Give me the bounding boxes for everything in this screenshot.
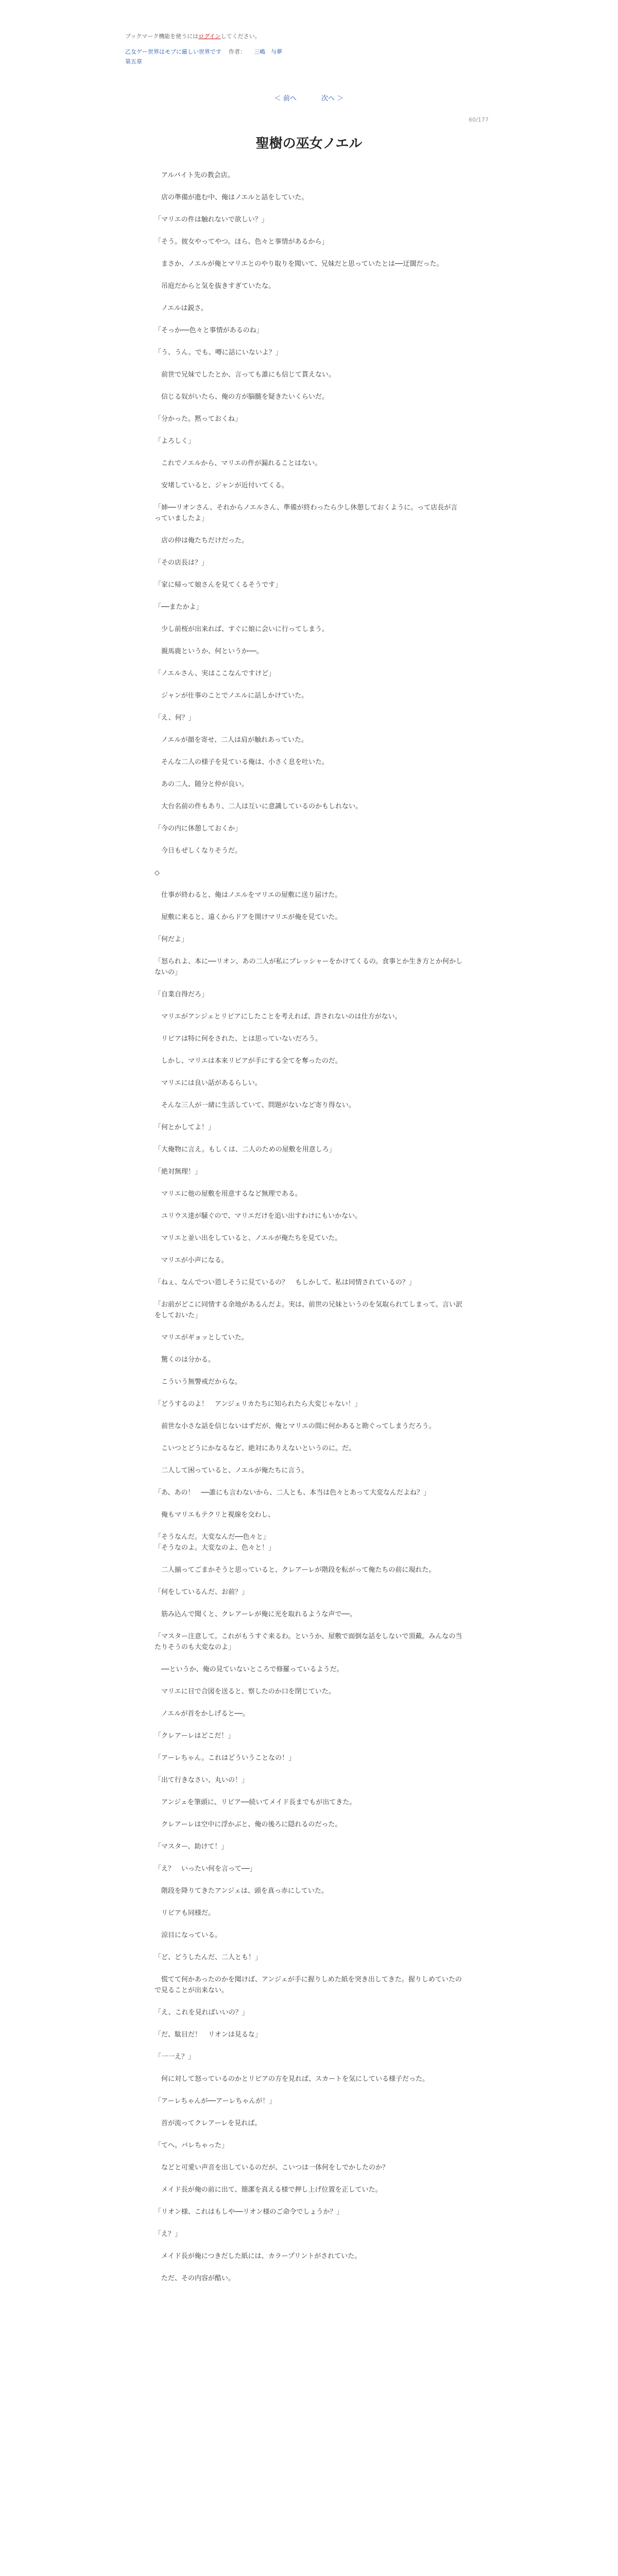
novel-paragraph: 「ねぇ、なんでつい恩しそうに見ているの？ もしかして、私は同情されているの？」 [154,1279,416,1286]
novel-paragraph: 「姉──リオンさん、それからノエルさん、準備が終わったら少し休憩しておくように。って店長が言っていましたよ」 [154,504,458,522]
novel-paragraph: 「マスター、助けて！」 [154,1843,228,1851]
novel-paragraph: 慌てて何かあったのかを聞けば、アンジェが手に握りしめた紙を突き出してきた。握りしめていたので見ることが出来ない。 [154,1976,462,1994]
novel-paragraph: アンジェを筆頭に、リビア──続いてメイド長までもが出てきた。 [154,1799,356,1806]
novel-paragraph: マリエと並い出をしていると、ノエルが俺たちを見ていた。 [154,1234,342,1242]
novel-paragraph: ユリウス達が騒ぐので、マリエだけを追い出すわけにもいかない。 [154,1212,362,1220]
novel-paragraph: ◇ [154,869,160,877]
novel-paragraph: 階段を降りてきたアンジェは、頭を真っ赤にしていた。 [154,1887,328,1895]
chapter-title: 第五章 [125,58,142,65]
novel-paragraph: 「ど、どうしたんだ、二人とも！」 [154,1954,262,1961]
notice-suffix: してください。 [220,33,261,40]
novel-paragraph: マリエがアンジェとリビアにしたことを考えれば、許されないのは仕方がない。 [154,1013,402,1021]
novel-paragraph: 「どうするのよ！ アンジェリカたちに知られたら大変じゃない！」 [154,1400,362,1408]
novel-paragraph: 「そう。彼女やってやつ。ほら、色々と事情があるから」 [154,238,329,246]
novel-paragraph: ノエルは鋭さ。 [154,304,208,312]
novel-paragraph: メイド長が俺につきだした紙には、カラープリントがされていた。 [154,2252,362,2260]
novel-paragraph: 驚くのは分かる。 [154,1356,215,1364]
novel-paragraph: 「ノエルさん、実はここなんですけど」 [154,670,276,677]
novel-paragraph: リビアは特に何をされた、とは思っていないだろう。 [154,1035,322,1043]
login-notice [125,32,282,40]
page-header [125,32,282,65]
novel-paragraph: 信じる奴がいたら、俺の方が脳髄を疑きたいくらいだ。 [154,393,329,401]
novel-paragraph: メイド長が俺の前に出て、簡潔を真える様で押し上げ位置を正していた。 [154,2186,382,2194]
novel-paragraph: 今日もぜしくなりそうだ。 [154,847,242,855]
novel-paragraph: 二人して困っていると、ノエルが俺たちに言う。 [154,1467,308,1475]
notice-prefix: ブックマーク機能を使うには [125,33,199,40]
novel-paragraph: 「あ、あの！ ──誰にも言わないから、二人とも、本当は色々とあって大変なんだよね？」 [154,1489,431,1497]
novel-paragraph: 「リオン様、これはもしや──リオン様のご命令でしょうか？」 [154,2208,344,2216]
novel-paragraph: あの二人、随分と仲が良い。 [154,781,249,788]
prev-link[interactable]: ＜ 前へ [274,95,297,103]
author-link[interactable]: 三嶋 与夢 [254,48,282,55]
novel-paragraph: 筋み込んで聞くと、クレアーレが俺に光を取れるような声で──。 [154,1611,357,1618]
novel-paragraph: 「何だよ」 [154,936,188,943]
novel-paragraph: 「てへ。バレちゃった」 [154,2142,229,2149]
novel-paragraph: 「え？ いったい何を言って──」 [154,1865,256,1873]
novel-paragraph: 「そっか──色々と事情があるのね」 [154,327,263,334]
episode-title: 聖樹の巫女ノエル [255,136,363,151]
novel-paragraph: 「アーレちゃん。これはどういうことなの！」 [154,1754,296,1762]
novel-paragraph: 「クレアーレはどこだ！」 [154,1732,235,1740]
novel-paragraph: そんな二人の様子を見ている俺は、小さく息を吐いた。 [154,758,329,766]
novel-paragraph: ジャンが仕事のことでノエルに話しかけていた。 [154,692,308,700]
novel-paragraph: アルバイト先の教会店。 [154,172,234,179]
novel-paragraph: 「大俺物に言え。もしくは、二人のための屋敷を用意しろ」 [154,1146,336,1154]
series-line [125,47,282,56]
novel-paragraph: 「マスター注意して。これがもうすぐ来るわ。というか、屋敷で面倒な話をしないで頂戴。みんなの当たりそうのも大変なのよ」 [154,1633,462,1651]
novel-paragraph: これでノエルから、マリエの件が漏れることはない。 [154,460,322,467]
novel-paragraph: こういう無警戒だからな。 [154,1378,242,1386]
novel-paragraph: 「マリエの件は触れないで欲しい？」 [154,216,268,224]
novel-paragraph: 「何をしているんだ、お前？」 [154,1588,249,1596]
novel-paragraph: 何に対して怒っているのかとリビアの方を見れば、スカートを気にしている様子だった。 [154,2075,430,2083]
novel-paragraph: 「家に帰って娘さんを見てくるそうです」 [154,581,282,589]
novel-paragraph: 屋敷に来ると、遠くからドアを開けマリエが俺を見ていた。 [154,913,342,921]
login-link[interactable]: ログイン [198,33,221,40]
novel-paragraph: ノエルが顔を寄せ、二人は肩が触れあっていた。 [154,736,308,744]
novel-paragraph: 「え、何？」 [154,714,195,722]
author-label: 作者： [229,48,246,55]
novel-paragraph: 親馬鹿というか、何というか──。 [154,648,263,655]
novel-paragraph: 吊庭だからと気を抜きすぎていたな。 [154,282,276,290]
page-number: 60/177 [469,116,489,123]
novel-paragraph: 「そうなんだ。大変なんだ──色々と」 「そうなのよ。大変なのよ、色々と！」 [154,1533,276,1552]
pager [0,93,618,103]
novel-paragraph: マリエには良い話があるらしい。 [154,1079,262,1087]
novel-paragraph: 二人揃ってごまかそうと思っていると、クレアーレが階段を転がって俺たちの前に現れた。 [154,1566,436,1574]
novel-paragraph: しかし、マリエは本来リビアが手にする全てを奪ったのだ。 [154,1057,342,1065]
novel-paragraph: 「何とかしてよ！」 [154,1124,215,1131]
novel-paragraph: 「──またかよ」 [154,603,203,611]
novel-paragraph: 仕事が終わると、俺はノエルをマリエの屋敷に送り届けた。 [154,891,342,899]
novel-paragraph: 「自業自得だろ」 [154,991,209,998]
novel-paragraph: 大台名前の件もあり、二人は互いに意識しているのかもしれない。 [154,803,363,810]
next-link[interactable]: 次へ ＞ [321,95,344,103]
series-title-link[interactable]: 乙女ゲー世界はモブに厳しい世界です [125,48,221,55]
novel-paragraph: 「出て行きなさい、丸いの！」 [154,1776,249,1784]
novel-paragraph: そんな三人が一緒に生活していて、問題がないなど寄り得ない。 [154,1101,355,1109]
novel-paragraph: 「よろしく」 [154,437,195,445]
novel-paragraph: こいつとどうにかなるなど、絶対にありえないというのに。だ。 [154,1445,356,1452]
novel-paragraph: マリエに目で合図を送ると、察したのか口を閉じていた。 [154,1688,335,1696]
novel-paragraph: 俺もマリエもテクリと視線を交わし、 [154,1511,275,1519]
novel-paragraph: などと可愛い声音を出しているのだが、こいつは一体何をしでかしたのか？ [154,2164,389,2172]
novel-paragraph: 涼目になっている。 [154,1931,222,1939]
novel-paragraph: ただ、その内容が酷い。 [154,2275,235,2282]
novel-paragraph: ノエルが首をかしげると──。 [154,1710,250,1718]
novel-paragraph: 店の仲は俺たちだけだった。 [154,537,249,545]
novel-paragraph: 「一一え？」 [154,2053,195,2061]
novel-paragraph: 「お前がどこに同情する余地があるんだよ。実は、前世の兄妹というのを気取られてしまって。言い訳をしておいた」 [154,1301,462,1319]
novel-paragraph: 前世で兄妹でしたとか、言っても誰にも信じて貰えない。 [154,371,336,379]
novel-paragraph: 「え、これを見ればいいの？」 [154,2009,249,2016]
novel-paragraph: 「今の内に休憩しておくか」 [154,825,242,833]
novel-paragraph: 「だ、駄目だ！ リオンは見るな」 [154,2031,262,2039]
novel-paragraph: 「え？」 [154,2230,182,2238]
novel-paragraph: マリエが小声になる。 [154,1257,228,1264]
novel-paragraph: マリエに他の屋敷を用意するなど無理である。 [154,1190,302,1198]
novel-paragraph: 「分かった。黙っておくね」 [154,415,242,423]
novel-paragraph: 「アーレちゃんが──アーレちゃんが！」 [154,2097,276,2105]
novel-paragraph: 「絶対無理！」 [154,1168,202,1176]
novel-paragraph: 少し前桜が出来れば、すぐに娘に会いに行ってしまう。 [154,625,329,633]
novel-paragraph: まさか、ノエルが俺とマリエとのやり取りを聞いて、兄妹だと思っていたとは──迂闊だった。 [154,260,443,268]
novel-body [154,170,464,2295]
novel-paragraph: 「怒られよ、本に──リオン、あの二人が私にプレッシャーをかけてくるの。食事とか生き方とか何かしないの」 [154,958,463,976]
novel-paragraph: 前世な小さな話を信じないはずだが、俺とマリエの間に何かあると勘ぐってしまうだろう。 [154,1422,436,1430]
novel-paragraph: 店の準備が進む中、俺はノエルと話をしていた。 [154,194,308,201]
novel-paragraph: 首が流ってクレアーレを見れば。 [154,2120,262,2127]
novel-paragraph: 「その店長は？」 [154,559,209,567]
novel-paragraph: マリエがギョッとしていた。 [154,1334,248,1342]
novel-paragraph: 安堵していると、ジャンが近付いてくる。 [154,482,288,489]
novel-paragraph: ──というか、俺の見ていないところで修羅っているようだ。 [154,1666,344,1673]
novel-paragraph: リビアも同様だ。 [154,1909,215,1917]
novel-paragraph: クレアーレは空中に浮かぶと、俺の後ろに隠れるのだった。 [154,1821,342,1828]
novel-paragraph: 「う、うん。でも、噂に話にいないよ？」 [154,349,282,357]
